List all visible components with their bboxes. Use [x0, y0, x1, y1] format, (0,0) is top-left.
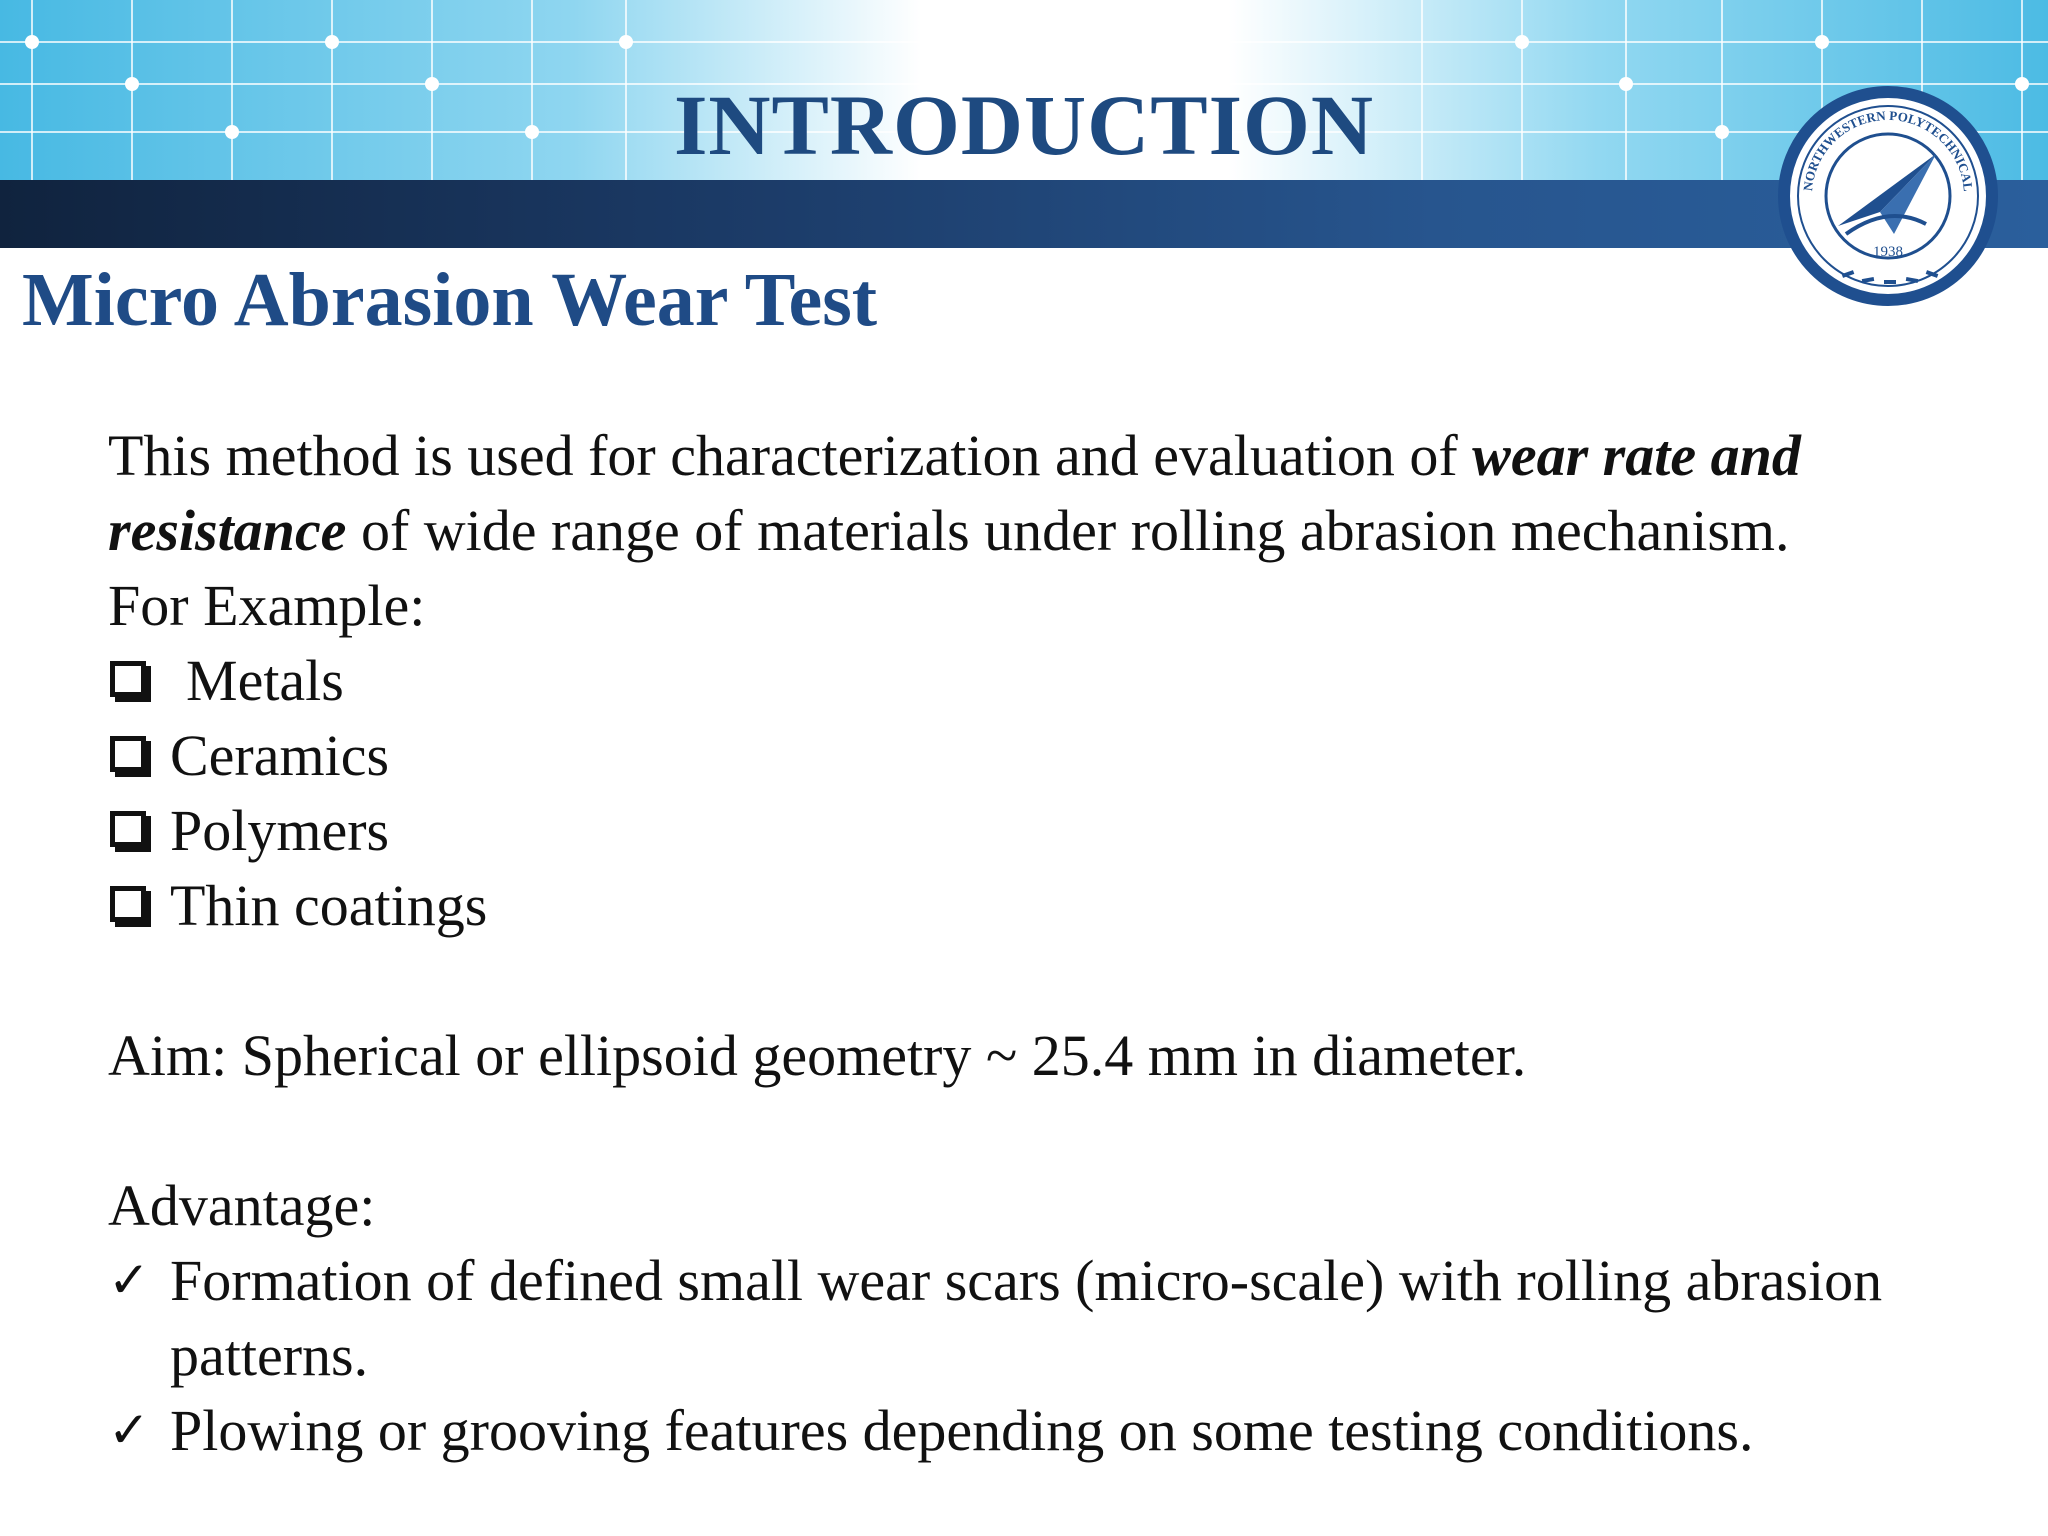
list-item [108, 868, 1988, 943]
list-item [108, 718, 1988, 793]
university-logo [1776, 84, 2000, 308]
advantages-list [108, 1243, 1988, 1468]
list-item [108, 1393, 1988, 1468]
checkmark-icon: ✓ [108, 1401, 150, 1459]
logo-year: 1938 [1873, 244, 1903, 260]
intro-text-prefix: This method is used for characterization and evaluation of [108, 423, 1473, 488]
list-item [108, 793, 1988, 868]
checkmark-icon: ✓ [108, 1251, 150, 1309]
intro-text-suffix: of wide range of materials under rolling abrasion mechanism. [346, 498, 1790, 563]
intro-paragraph [108, 418, 1988, 568]
advantage-text: Plowing or grooving features depending on some testing conditions. [170, 1398, 1754, 1463]
examples-list [108, 643, 1988, 943]
checkbox-icon [110, 736, 146, 772]
example-label: Thin coatings [170, 873, 488, 938]
advantage-text: Formation of defined small wear scars (micro-scale) with rolling abrasion patterns. [170, 1248, 1883, 1388]
checkbox-icon [110, 811, 146, 847]
header-dark-bar [0, 180, 2048, 248]
slide-title: INTRODUCTION [673, 77, 1375, 173]
list-item [108, 1243, 1988, 1393]
examples-label: For Example: [108, 573, 426, 638]
example-label: Ceramics [170, 723, 390, 788]
checkbox-icon [110, 661, 146, 697]
checkbox-icon [110, 886, 146, 922]
spacer [108, 943, 1988, 1018]
aim-text: Aim: Spherical or ellipsoid geometry ~ 25.4 mm in diameter. [108, 1023, 1527, 1088]
list-item [108, 643, 1988, 718]
university-seal-icon [1776, 84, 2000, 308]
section-heading: Micro Abrasion Wear Test [22, 258, 878, 342]
intro-emphasis: wear rate and resistance [108, 423, 1801, 563]
advantage-label: Advantage: [108, 1173, 376, 1238]
logo-ring-text: NORTHWESTERN POLYTECHNICAL [1800, 107, 1976, 192]
example-label: Polymers [170, 798, 390, 863]
slide-body [108, 418, 1988, 1468]
example-label: Metals [186, 648, 344, 713]
spacer [108, 1093, 1988, 1168]
